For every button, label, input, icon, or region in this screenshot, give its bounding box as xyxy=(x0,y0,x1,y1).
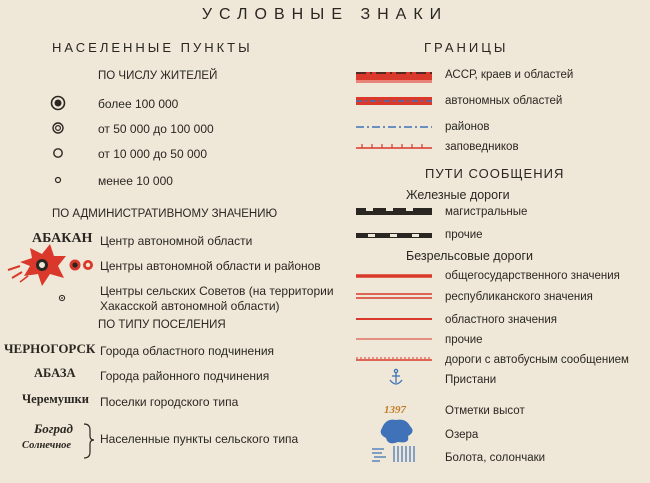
rural-brace xyxy=(84,424,94,458)
railway-main-symbol xyxy=(356,208,432,215)
anchor-icon xyxy=(390,369,402,384)
lakes-label: Озера xyxy=(445,429,479,441)
by-admin-heading: ПО АДМИНИСТРАТИВНОМУ ЗНАЧЕНИЮ xyxy=(52,208,278,220)
population-symbol-10000-50000 xyxy=(54,149,62,157)
lake-icon xyxy=(381,420,413,444)
railway-label-2: прочие xyxy=(445,229,483,241)
admin-label-3: Центры сельских Советов (на территории xyxy=(100,284,334,298)
border-autonomous-symbol xyxy=(356,97,432,105)
population-label-3: от 10 000 до 50 000 xyxy=(98,147,207,161)
admin-label-4: Хакасской автономной области) xyxy=(100,299,280,313)
routes-heading: ПУТИ СООБЩЕНИЯ xyxy=(425,166,565,181)
road-label-4: прочие xyxy=(445,334,483,346)
settlements-heading: НАСЕЛЕННЫЕ ПУНКТЫ xyxy=(52,40,253,55)
road-label-3: областного значения xyxy=(445,314,558,326)
border-label-3: районов xyxy=(445,121,490,133)
sample-oblast-city: ЧЕРНОГОРСК xyxy=(4,341,96,356)
population-label-4: менее 10 000 xyxy=(98,174,173,188)
pier-label: Пристани xyxy=(445,374,497,386)
admin-label-1: Центр автономной области xyxy=(100,234,253,248)
sample-capital: АБАКАН xyxy=(32,231,93,246)
type-label-1: Города областного подчинения xyxy=(100,344,275,358)
road-republican-symbol xyxy=(356,294,432,298)
by-type-heading: ПО ТИПУ ПОСЕЛЕНИЯ xyxy=(98,319,226,331)
sample-urban-settlement: Черемушки xyxy=(22,392,89,406)
border-label-2: автономных областей xyxy=(445,95,563,107)
district-center-symbol xyxy=(70,260,94,271)
roads-heading: Безрельсовые дороги xyxy=(406,249,533,263)
elevation-label: Отметки высот xyxy=(445,405,525,417)
admin-center-symbol xyxy=(8,244,66,286)
road-bus-symbol xyxy=(356,358,432,360)
by-population-heading: ПО ЧИСЛУ ЖИТЕЛЕЙ xyxy=(98,70,218,82)
elevation-sample: 1397 xyxy=(384,404,406,416)
population-label-2: от 50 000 до 100 000 xyxy=(98,122,214,136)
borders-heading: ГРАНИЦЫ xyxy=(424,40,509,55)
border-label-4: заповедников xyxy=(445,141,519,153)
swamp-icon xyxy=(372,446,414,462)
population-symbol-under-10000 xyxy=(56,178,61,183)
type-label-2: Города районного подчинения xyxy=(100,369,270,383)
railways-heading: Железные дороги xyxy=(406,188,510,202)
railway-label-1: магистральные xyxy=(445,206,528,218)
swamps-label: Болота, солончаки xyxy=(445,452,546,464)
population-label-1: более 100 000 xyxy=(98,97,179,111)
sample-rural-1: Боград xyxy=(34,421,74,436)
admin-label-2: Центры автономной области и районов xyxy=(100,259,321,273)
sample-rural-2: Солнечное xyxy=(22,440,72,451)
type-label-3: Поселки городского типа xyxy=(100,395,239,409)
border-assr-symbol xyxy=(356,72,432,83)
type-label-4: Населенные пункты сельского типа xyxy=(100,432,299,446)
population-symbol-over-100000 xyxy=(52,97,65,110)
road-label-5: дороги с автобусным сообщением xyxy=(445,354,629,366)
legend-title: УСЛОВНЫЕ ЗНАКИ xyxy=(201,6,449,23)
border-label-1: АССР, краев и областей xyxy=(445,69,574,81)
village-council-symbol xyxy=(59,295,64,300)
road-label-2: республиканского значения xyxy=(445,291,593,303)
border-reserve-symbol xyxy=(356,144,432,148)
population-symbol-50000-100000 xyxy=(53,123,63,133)
railway-other-symbol xyxy=(356,233,432,238)
sample-district-city: АБАЗА xyxy=(34,366,76,380)
road-label-1: общегосударственного значения xyxy=(445,270,620,282)
